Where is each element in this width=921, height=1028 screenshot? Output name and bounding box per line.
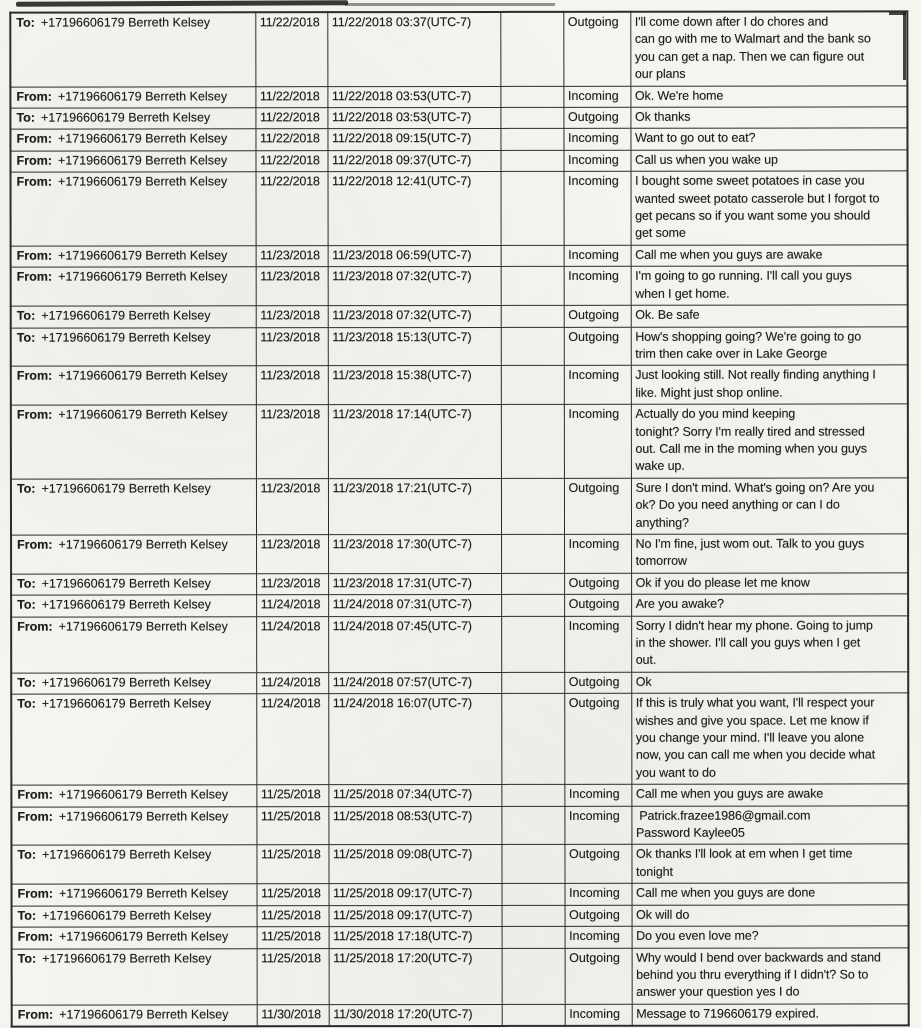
date-cell: 11/23/2018 — [256, 327, 328, 366]
message-cell: Are you awake? — [631, 594, 908, 616]
message-cell: Ok if you do please let me know — [631, 573, 908, 595]
table-row — [10, 11, 907, 86]
message-cell: No I'm fine, just wom out. Talk to you guys tomorrow — [631, 534, 908, 573]
empty-cell — [500, 12, 563, 86]
empty-cell — [501, 573, 564, 594]
message-cell: Actually do you mind keeping tonight? Sorry I'm really tired and stressed out. Call me in the moming when you guys wake up. — [631, 404, 908, 478]
datetime-cell: 11/23/2018 06:59(UTC-7) — [328, 245, 501, 267]
message-cell: Call us when you wake up — [630, 150, 907, 172]
table-row — [11, 806, 908, 846]
direction-label: To: — [17, 848, 36, 863]
contact: +17196606179 Berreth Kelsey — [41, 597, 211, 612]
table-row — [12, 926, 909, 949]
datetime-cell: 11/25/2018 09:17(UTC-7) — [329, 884, 502, 906]
direction-cell: Incoming — [565, 1004, 632, 1026]
sender-cell — [10, 108, 255, 130]
sender-cell — [11, 595, 256, 617]
datetime-cell: 11/23/2018 17:14(UTC-7) — [328, 405, 501, 479]
sender-cell — [12, 884, 257, 906]
direction-label: From: — [16, 269, 53, 284]
message-cell: How's shopping going? We're going to go trim then cake over in Lake George — [631, 326, 908, 365]
date-cell: 11/23/2018 — [256, 478, 328, 534]
message-cell: Ok — [631, 672, 908, 694]
empty-cell — [502, 905, 565, 926]
message-cell: Ok. We're home — [630, 85, 907, 107]
direction-cell: Incoming — [564, 534, 631, 573]
direction-cell: Incoming — [564, 785, 631, 806]
empty-cell — [501, 616, 564, 672]
sender-cell — [11, 535, 256, 574]
contact: +17196606179 Berreth Kelsey — [41, 675, 211, 690]
direction-cell: Outgoing — [564, 305, 631, 326]
sender-cell — [12, 905, 257, 927]
direction-cell: Outgoing — [563, 107, 630, 128]
sender-cell — [11, 806, 256, 845]
message-cell: Patrick.frazee1986@gmail.com Password Kaylee05 — [631, 806, 908, 845]
table-row — [11, 615, 908, 672]
message-cell: I bought some sweet potatoes in case you wanted sweet potato casserole but I forgot to get pecans so if you want some you should get some — [631, 171, 908, 245]
message-cell: Want to go out to eat? — [630, 128, 907, 150]
messages-table — [9, 10, 909, 1027]
datetime-cell: 11/23/2018 17:30(UTC-7) — [328, 534, 501, 573]
datetime-cell: 11/25/2018 17:20(UTC-7) — [329, 948, 502, 1004]
message-cell: Why would I bend over backwards and stand behind you thru everything if I didn't? So to answer your question yes I do — [632, 947, 909, 1004]
direction-cell: Incoming — [563, 150, 630, 171]
table-row — [11, 365, 908, 405]
date-cell: 11/25/2018 — [257, 884, 329, 906]
empty-cell — [502, 1004, 565, 1026]
contact: +17196606179 Berreth Kelsey — [57, 131, 228, 146]
table-row — [12, 947, 909, 1004]
datetime-cell: 11/22/2018 03:37(UTC-7) — [327, 12, 500, 86]
sender-cell — [11, 616, 256, 673]
table-row — [11, 844, 908, 884]
datetime-cell: 11/22/2018 03:53(UTC-7) — [327, 107, 500, 129]
direction-label: To: — [16, 308, 36, 323]
datetime-cell: 11/22/2018 09:15(UTC-7) — [327, 129, 500, 151]
table-row — [11, 672, 908, 695]
empty-cell — [501, 595, 564, 616]
direction-label: From: — [17, 809, 53, 824]
datetime-cell: 11/24/2018 07:31(UTC-7) — [328, 595, 501, 617]
contact: +17196606179 Berreth Kelsey — [58, 808, 229, 824]
date-cell: 11/22/2018 — [255, 151, 327, 173]
contact: +17196606179 Berreth Kelsey — [41, 696, 212, 711]
table-row — [11, 594, 908, 617]
datetime-cell: 11/25/2018 17:18(UTC-7) — [329, 927, 502, 949]
table-row — [11, 171, 908, 246]
sender-cell — [12, 1005, 257, 1027]
direction-cell: Outgoing — [565, 905, 632, 926]
empty-cell — [501, 327, 564, 366]
sender-cell — [11, 267, 256, 306]
direction-label: To: — [17, 951, 37, 966]
empty-cell — [502, 926, 565, 947]
direction-label: To: — [17, 576, 36, 591]
direction-label: From: — [16, 248, 53, 263]
empty-cell — [501, 245, 564, 266]
date-cell: 11/23/2018 — [256, 267, 328, 306]
contact: +17196606179 Berreth Kelsey — [40, 15, 211, 30]
contact: +17196606179 Berreth Kelsey — [57, 88, 228, 104]
message-cell: I'll come down after I do chores and can go with me to Walmart and the bank so you can get a nap. Then we can figure out our plans — [630, 11, 907, 86]
contact: +17196606179 Berreth Kelsey — [41, 576, 211, 591]
date-cell: 11/22/2018 — [255, 108, 327, 130]
contact: +17196606179 Berreth Kelsey — [41, 847, 212, 863]
direction-label: From: — [16, 132, 52, 147]
direction-cell: Incoming — [564, 267, 631, 306]
date-cell: 11/25/2018 — [256, 845, 328, 884]
empty-cell — [502, 948, 565, 1004]
table-row — [11, 573, 908, 596]
direction-label: From: — [16, 174, 52, 189]
sender-cell — [10, 129, 255, 151]
date-cell: 11/25/2018 — [257, 905, 329, 927]
direction-label: To: — [17, 597, 36, 612]
empty-cell — [501, 305, 564, 326]
direction-label: To: — [16, 110, 35, 125]
sender-cell — [10, 12, 255, 86]
date-cell: 11/22/2018 — [255, 129, 327, 151]
contact: +17196606179 Berreth Kelsey — [58, 537, 228, 552]
datetime-cell: 11/23/2018 17:31(UTC-7) — [328, 573, 501, 595]
direction-label: To: — [17, 675, 36, 690]
sender-cell — [11, 246, 256, 268]
table-row — [11, 404, 908, 479]
datetime-cell: 11/25/2018 09:17(UTC-7) — [329, 905, 502, 927]
contact: +17196606179 Berreth Kelsey — [58, 886, 229, 901]
datetime-cell: 11/23/2018 15:38(UTC-7) — [328, 366, 501, 405]
contact: +17196606179 Berreth Kelsey — [40, 110, 211, 125]
contact: +17196606179 Berreth Kelsey — [41, 308, 211, 323]
contact: +17196606179 Berreth Kelsey — [58, 248, 228, 263]
message-cell: Call me when you guys are done — [632, 883, 909, 905]
message-cell: Sorry I didn't hear my phone. Going to jump in the shower. I'll call you guys when I get out. — [631, 615, 908, 672]
date-cell: 11/24/2018 — [256, 672, 328, 694]
datetime-cell: 11/23/2018 07:32(UTC-7) — [328, 306, 501, 328]
table-row — [12, 883, 909, 906]
table-row — [11, 478, 908, 535]
scan-streak-artifact — [16, 0, 348, 6]
message-cell: Ok. Be safe — [631, 305, 908, 327]
direction-cell: Incoming — [563, 86, 630, 107]
date-cell: 11/25/2018 — [257, 948, 329, 1004]
sender-cell — [10, 86, 255, 108]
date-cell: 11/24/2018 — [256, 616, 328, 672]
direction-label: To: — [16, 481, 36, 496]
empty-cell — [501, 534, 564, 573]
datetime-cell: 11/23/2018 17:21(UTC-7) — [328, 478, 501, 534]
message-cell: Call me when you guys are awake — [631, 784, 908, 806]
messages-table-body — [10, 11, 908, 1026]
date-cell: 11/25/2018 — [256, 806, 328, 845]
direction-cell: Incoming — [564, 806, 631, 845]
direction-cell: Incoming — [564, 245, 631, 266]
direction-cell: Incoming — [564, 404, 631, 478]
sender-cell — [11, 172, 256, 246]
date-cell: 11/24/2018 — [256, 595, 328, 617]
empty-cell — [500, 107, 563, 128]
contact: +17196606179 Berreth Kelsey — [59, 1007, 229, 1022]
date-cell: 11/23/2018 — [256, 366, 328, 405]
message-cell: Just looking still. Not really finding anything I like. Might just shop online. — [631, 365, 908, 404]
datetime-cell: 11/24/2018 16:07(UTC-7) — [328, 694, 501, 785]
date-cell: 11/23/2018 — [256, 535, 328, 574]
empty-cell — [501, 845, 564, 884]
direction-cell: Incoming — [563, 129, 630, 150]
datetime-cell: 11/23/2018 15:13(UTC-7) — [328, 327, 501, 366]
message-cell: Ok will do — [632, 905, 909, 927]
scan-streak-artifact-faint — [345, 3, 555, 6]
direction-label: To: — [17, 908, 37, 923]
contact: +17196606179 Berreth Kelsey — [58, 618, 228, 634]
table-row — [10, 128, 907, 151]
empty-cell — [500, 86, 563, 107]
direction-label: To: — [16, 330, 36, 345]
table-row — [11, 305, 908, 328]
contact: +17196606179 Berreth Kelsey — [41, 481, 211, 496]
sender-cell — [11, 479, 256, 536]
direction-cell: Outgoing — [564, 845, 631, 884]
direction-cell: Incoming — [565, 926, 632, 947]
message-cell: Sure I don't mind. What's going on? Are you ok? Do you need anything or can I do anything? — [631, 478, 908, 535]
date-cell: 11/24/2018 — [256, 694, 328, 785]
empty-cell — [501, 694, 564, 785]
message-cell: If this is truly what you want, I'll respect your wishes and give you space. Let me know if you change your mind. I'll leave you alone now, you can call me when you decide what you want to do — [631, 693, 908, 784]
direction-label: From: — [17, 537, 53, 552]
contact: +17196606179 Berreth Kelsey — [58, 929, 229, 944]
date-cell: 11/25/2018 — [257, 927, 329, 949]
direction-cell: Outgoing — [564, 693, 631, 784]
sender-cell — [12, 948, 257, 1005]
contact: +17196606179 Berreth Kelsey — [58, 787, 229, 802]
contact: +17196606179 Berreth Kelsey — [42, 908, 212, 923]
message-cell: Call me when you guys are awake — [631, 245, 908, 267]
empty-cell — [502, 884, 565, 905]
empty-cell — [501, 806, 564, 845]
direction-label: From: — [16, 153, 52, 168]
contact: +17196606179 Berreth Kelsey — [41, 329, 211, 345]
contact: +17196606179 Berreth Kelsey — [58, 269, 228, 284]
empty-cell — [501, 172, 564, 246]
contact: +17196606179 Berreth Kelsey — [58, 368, 228, 383]
datetime-cell: 11/23/2018 07:32(UTC-7) — [328, 267, 501, 306]
direction-label: From: — [17, 929, 54, 944]
direction-label: From: — [17, 619, 53, 634]
sender-cell — [12, 927, 257, 949]
sender-cell — [11, 405, 256, 479]
direction-label: From: — [17, 787, 53, 802]
direction-cell: Incoming — [564, 366, 631, 405]
sender-cell — [10, 151, 255, 173]
table-row — [11, 534, 908, 574]
date-cell: 11/23/2018 — [256, 246, 328, 268]
message-cell: I'm going to go running. I'll call you guys when I get home. — [631, 266, 908, 305]
direction-label: From: — [17, 886, 53, 901]
contact: +17196606179 Berreth Kelsey — [58, 407, 228, 422]
direction-cell: Incoming — [565, 884, 632, 905]
sender-cell — [11, 694, 256, 785]
direction-cell: Outgoing — [564, 573, 631, 594]
date-cell: 11/22/2018 — [255, 86, 327, 108]
sender-cell — [11, 785, 256, 807]
sender-cell — [11, 327, 256, 366]
datetime-cell: 11/22/2018 03:53(UTC-7) — [327, 86, 500, 108]
empty-cell — [501, 478, 564, 534]
contact: +17196606179 Berreth Kelsey — [57, 153, 228, 168]
direction-label: To: — [17, 696, 36, 711]
datetime-cell: 11/24/2018 07:45(UTC-7) — [328, 616, 501, 672]
table-row — [11, 784, 908, 807]
sender-cell — [11, 366, 256, 405]
sender-cell — [11, 845, 256, 884]
direction-label: From: — [17, 1007, 54, 1022]
datetime-cell: 11/25/2018 07:34(UTC-7) — [328, 785, 501, 807]
table-row — [11, 245, 908, 268]
table-row — [11, 266, 908, 306]
date-cell: 11/23/2018 — [256, 306, 328, 328]
message-cell: Do you even love me? — [632, 926, 909, 948]
datetime-cell: 11/22/2018 12:41(UTC-7) — [328, 172, 501, 246]
table-row — [11, 326, 908, 366]
contact: +17196606179 Berreth Kelsey — [42, 950, 212, 966]
sender-cell — [11, 306, 256, 328]
direction-label: To: — [16, 15, 35, 30]
contact: +17196606179 Berreth Kelsey — [57, 174, 228, 189]
message-cell: Message to 7196606179 expired. — [632, 1004, 909, 1026]
date-cell: 11/30/2018 — [257, 1004, 329, 1026]
table-row — [10, 150, 907, 173]
sender-cell — [11, 673, 256, 695]
table-row — [12, 905, 909, 928]
direction-label: From: — [16, 407, 53, 422]
direction-cell: Outgoing — [564, 327, 631, 366]
datetime-cell: 11/24/2018 07:57(UTC-7) — [328, 672, 501, 694]
empty-cell — [500, 150, 563, 171]
table-row — [10, 107, 907, 130]
direction-label: From: — [16, 89, 52, 104]
sender-cell — [11, 574, 256, 596]
message-cell: Ok thanks I'll look at em when I get time tonight — [631, 844, 908, 883]
empty-cell — [500, 129, 563, 150]
direction-cell: Outgoing — [563, 12, 630, 86]
datetime-cell: 11/22/2018 09:37(UTC-7) — [327, 150, 500, 172]
direction-cell: Incoming — [564, 172, 631, 246]
table-row — [10, 85, 907, 108]
empty-cell — [501, 672, 564, 693]
datetime-cell: 11/25/2018 09:08(UTC-7) — [328, 845, 501, 884]
direction-cell: Incoming — [564, 616, 631, 672]
empty-cell — [501, 366, 564, 405]
table-row — [11, 693, 908, 785]
empty-cell — [501, 785, 564, 806]
direction-label: From: — [16, 368, 53, 383]
direction-cell: Outgoing — [564, 594, 631, 615]
date-cell: 11/22/2018 — [256, 172, 328, 246]
datetime-cell: 11/30/2018 17:20(UTC-7) — [329, 1004, 502, 1026]
date-cell: 11/22/2018 — [255, 12, 327, 86]
datetime-cell: 11/25/2018 08:53(UTC-7) — [328, 806, 501, 845]
date-cell: 11/23/2018 — [256, 573, 328, 595]
table-row — [12, 1004, 909, 1027]
direction-cell: Outgoing — [564, 672, 631, 693]
message-cell: Ok thanks — [630, 107, 907, 129]
date-cell: 11/25/2018 — [256, 785, 328, 807]
empty-cell — [501, 267, 564, 306]
direction-cell: Outgoing — [565, 948, 632, 1004]
empty-cell — [501, 404, 564, 478]
date-cell: 11/23/2018 — [256, 405, 328, 479]
direction-cell: Outgoing — [564, 478, 631, 534]
